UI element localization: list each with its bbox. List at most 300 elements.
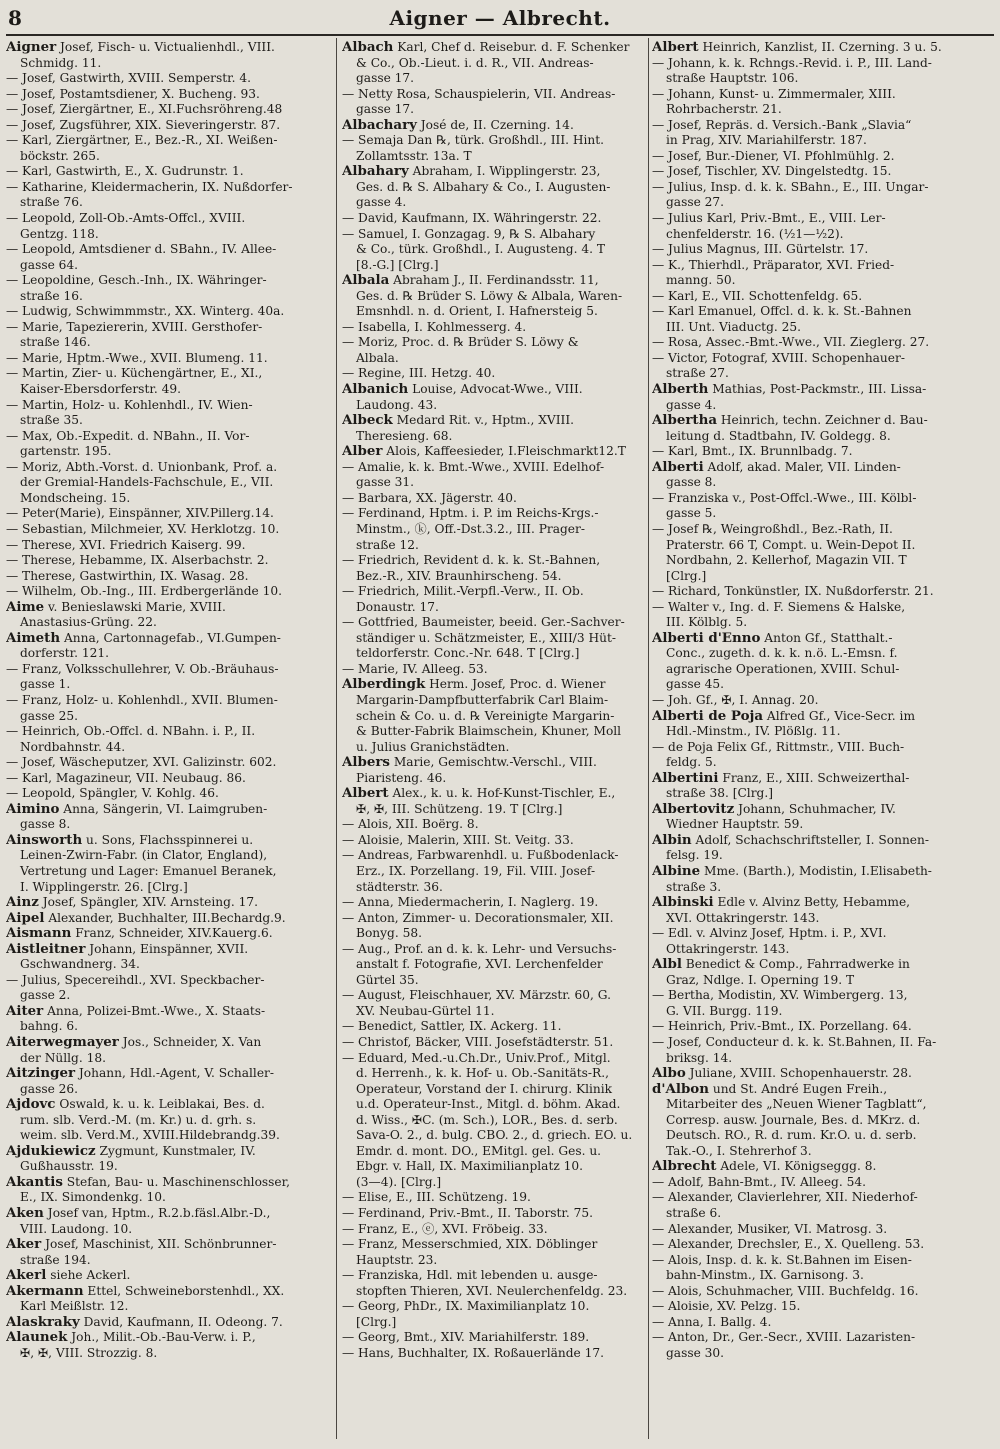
entry-text: Gußhausstr. 19.	[20, 1159, 118, 1174]
running-head: Aigner — Albrecht.	[389, 6, 611, 30]
entry-text: Karl Meißlstr. 12.	[20, 1299, 129, 1314]
entry-text: rum. slb. Verd.-M. (m. Kr.) u. d. grh. s.	[20, 1112, 257, 1127]
entry-text: gasse 5.	[666, 506, 717, 521]
entry-text: Benedict & Comp., Fahrradwerke in	[681, 957, 910, 972]
surname: Akerl	[6, 1268, 47, 1284]
entry-text: straße 12.	[356, 537, 419, 552]
entry-text: [Clrg.]	[356, 1314, 397, 1329]
entry-text: — de Poja Felix Gf., Rittmstr., VIII. Buch-	[652, 739, 905, 754]
surname: Albertha	[652, 413, 718, 429]
entry-text: — Josef, Tischler, XV. Dingelstedtg. 15.	[652, 164, 892, 179]
entry-text: XV. Neubau-Gürtel 11.	[356, 1003, 495, 1018]
surname: Aker	[6, 1237, 42, 1253]
entry-text: — Julius, Insp. d. k. k. SBahn., E., III. Ungar-	[652, 179, 929, 194]
directory-entry-heading	[652, 864, 992, 880]
directory-entry-line	[652, 475, 992, 491]
directory-entry-line	[342, 351, 645, 367]
directory-entry-heading	[6, 1175, 332, 1191]
entry-text: Operateur, Vorstand der I. chirurg. Klinik	[356, 1081, 613, 1096]
directory-entry-line	[342, 942, 645, 958]
entry-text: ständiger u. Schätzmeister, E., XIII/3 Hüt-	[356, 630, 617, 645]
directory-entry-heading	[342, 444, 645, 460]
entry-text: Hdl.-Minstm., IV. Plößlg. 11.	[666, 724, 841, 739]
entry-text: Mondscheing. 15.	[20, 490, 131, 505]
entry-text: weim. slb. Verd.M., XVIII.Hildebrandg.39.	[20, 1128, 280, 1143]
directory-entry-line	[652, 1330, 992, 1346]
entry-text: — Benedict, Sattler, IX. Ackerg. 11.	[342, 1019, 562, 1034]
entry-text: der Nüllg. 18.	[20, 1050, 106, 1065]
directory-entry-heading	[652, 1082, 992, 1098]
directory-entry-line	[342, 320, 645, 336]
entry-text: — Franz, Holz- u. Kohlenhdl., XVII. Blumen-	[6, 692, 278, 707]
directory-entry-line	[652, 351, 992, 367]
directory-entry-line	[342, 646, 645, 662]
directory-entry-line	[652, 1206, 992, 1222]
entry-text: VIII. Laudong. 10.	[20, 1221, 133, 1236]
directory-entry-line	[342, 195, 645, 211]
directory-entry-line	[342, 1253, 645, 1269]
entry-text: böckstr. 265.	[20, 148, 100, 163]
entry-text: gasse 17.	[356, 71, 415, 86]
entry-text: siehe Ackerl.	[46, 1268, 131, 1283]
entry-text: — Andreas, Farbwarenhdl. u. Fußbodenlack-	[342, 848, 619, 863]
directory-entry-line	[6, 382, 332, 398]
surname: Alberth	[652, 382, 709, 398]
page-header	[0, 6, 1000, 34]
directory-entry-line	[652, 56, 992, 72]
entry-text: Heinrich, Kanzlist, II. Czerning. 3 u. 5.	[698, 40, 942, 54]
directory-entry-line	[6, 118, 332, 134]
entry-text: Rohrbacherstr. 21.	[666, 102, 782, 117]
surname: d'Albon	[652, 1081, 709, 1097]
directory-entry-line	[652, 258, 992, 274]
directory-entry-heading	[652, 460, 992, 476]
entry-text: agrarische Operationen, XVIII. Schul-	[666, 661, 900, 676]
directory-entry-line	[6, 195, 332, 211]
surname: Albl	[652, 957, 682, 973]
directory-entry-line	[652, 786, 992, 802]
surname: Albala	[342, 273, 390, 289]
entry-text: Anton Gf., Statthalt.-	[760, 630, 893, 645]
directory-entry-line	[342, 802, 645, 818]
directory-entry-line	[652, 538, 992, 554]
directory-entry-line	[342, 1113, 645, 1129]
directory-entry-line	[652, 1190, 992, 1206]
directory-entry-line	[6, 538, 332, 554]
entry-text: Stefan, Bau- u. Maschinenschlosser,	[62, 1174, 290, 1189]
entry-text: v. Benieslawski Marie, XVIII.	[44, 599, 226, 614]
directory-entry-heading	[6, 1004, 332, 1020]
directory-entry-line	[342, 740, 645, 756]
directory-entry-line	[342, 1004, 645, 1020]
directory-entry-line	[342, 569, 645, 585]
directory-entry-line	[6, 1128, 332, 1144]
directory-entry-line	[6, 87, 332, 103]
directory-entry-line	[342, 538, 645, 554]
directory-entry-heading	[6, 1284, 332, 1300]
entry-text: — Barbara, XX. Jägerstr. 40.	[342, 490, 517, 505]
directory-entry-line	[342, 1315, 645, 1331]
entry-text: — Ferdinand, Priv.-Bmt., II. Taborstr. 75.	[342, 1206, 594, 1221]
entry-text: Piaristeng. 46.	[356, 770, 447, 785]
directory-entry-line	[342, 335, 645, 351]
directory-entry-heading	[652, 40, 992, 56]
directory-entry-line	[6, 351, 332, 367]
entry-text: Abraham, I. Wipplingerstr. 23,	[408, 164, 601, 179]
directory-entry-line	[6, 771, 332, 787]
entry-text: — Sebastian, Milchmeier, XV. Herklotzg. 10.	[6, 521, 280, 536]
column-divider	[648, 38, 649, 1439]
entry-text: gasse 27.	[666, 195, 725, 210]
directory-entry-heading	[652, 771, 992, 787]
directory-entry-line	[342, 491, 645, 507]
directory-entry-line	[652, 600, 992, 616]
directory-entry-line	[652, 398, 992, 414]
directory-entry-line	[652, 942, 992, 958]
directory-entry-line	[652, 1004, 992, 1020]
directory-entry-line	[6, 662, 332, 678]
entry-text: und St. André Eugen Freih.,	[708, 1081, 888, 1096]
entry-text: dorferstr. 121.	[20, 646, 110, 661]
entry-text: — K., Thierhdl., Präparator, XVI. Fried-	[652, 257, 895, 272]
surname: Aimino	[6, 801, 60, 817]
entry-text: — Josef, Postamtsdiener, X. Bucheng. 93.	[6, 86, 260, 101]
entry-text: Marie, Gemischtw.-Verschl., VIII.	[389, 755, 597, 770]
entry-text: Louise, Advocat-Wwe., VIII.	[408, 382, 583, 397]
entry-text: gasse 25.	[20, 708, 79, 723]
directory-entry-line	[652, 164, 992, 180]
entry-text: Bonyg. 58.	[356, 926, 422, 941]
directory-entry-line	[342, 584, 645, 600]
entry-text: — Franz, E., ⓔ, XVI. Fröbeig. 33.	[342, 1221, 548, 1236]
entry-text: Gürtel 35.	[356, 972, 419, 987]
entry-text: Mme. (Barth.), Modistin, I.Elisabeth-	[700, 863, 932, 878]
directory-entry-line	[652, 273, 992, 289]
entry-text: — Alois, XII. Boërg. 8.	[342, 817, 479, 832]
entry-text: — Walter v., Ing. d. F. Siemens & Halske,	[652, 599, 906, 614]
directory-entry-line	[6, 957, 332, 973]
entry-text: — Josef, Conducteur d. k. k. St.Bahnen, II. Fa-	[652, 1035, 937, 1049]
directory-entry-line	[652, 646, 992, 662]
directory-entry-line	[652, 118, 992, 134]
directory-entry-heading	[6, 1097, 332, 1113]
directory-entry-heading	[652, 382, 992, 398]
directory-entry-heading	[6, 942, 332, 958]
directory-entry-line	[342, 475, 645, 491]
directory-entry-line	[6, 242, 332, 258]
header-rule	[6, 34, 994, 36]
entry-text: Josef, Spängler, XIV. Arnsteing. 17.	[38, 895, 259, 910]
entry-text: — Bertha, Modistin, XV. Wimbergerg. 13,	[652, 988, 908, 1003]
surname: Albertovitz	[652, 801, 735, 817]
directory-entry-line	[342, 506, 645, 522]
directory-entry-line	[6, 693, 332, 709]
directory-entry-line	[652, 1175, 992, 1191]
entry-text: straße 146.	[20, 335, 91, 350]
entry-text: Donaustr. 17.	[356, 599, 439, 614]
surname: Albrecht	[652, 1159, 717, 1175]
entry-text: Ges. d. ℞ Brüder S. Löwy & Albala, Waren-	[356, 288, 623, 303]
directory-entry-line	[342, 398, 645, 414]
entry-text: — Moriz, Proc. d. ℞ Brüder S. Löwy &	[342, 335, 579, 350]
entry-text: G. VII. Burgg. 119.	[666, 1003, 783, 1018]
entry-text: Praterstr. 66 T, Compt. u. Wein-Depot II.	[666, 537, 916, 552]
directory-entry-heading	[6, 1035, 332, 1051]
directory-entry-heading	[6, 802, 332, 818]
directory-entry-heading	[342, 413, 645, 429]
surname: Alberti d'Enno	[652, 630, 761, 646]
entry-text: XVI. Ottakringerstr. 143.	[666, 910, 820, 925]
directory-entry-heading	[6, 1330, 332, 1346]
surname: Ainz	[6, 895, 39, 911]
entry-text: — Karl, Magazineur, VII. Neubaug. 86.	[6, 770, 246, 785]
directory-entry-line	[6, 258, 332, 274]
directory-entry-heading	[6, 1268, 332, 1284]
directory-entry-line	[6, 413, 332, 429]
directory-entry-line	[652, 569, 992, 585]
surname: Ajdovc	[6, 1097, 56, 1113]
directory-entry-line	[652, 227, 992, 243]
directory-entry-line	[652, 615, 992, 631]
entry-text: Ges. d. ℞ S. Albahary & Co., I. Augusten-	[356, 179, 611, 194]
entry-text: [8.-G.] [Clrg.]	[356, 257, 439, 272]
entry-text: Gschwandnerg. 34.	[20, 957, 140, 972]
surname: Albers	[342, 755, 390, 771]
entry-text: — Peter(Marie), Einspänner, XIV.Pillerg.14.	[6, 506, 274, 521]
directory-entry-line	[342, 709, 645, 725]
directory-entry-line	[342, 71, 645, 87]
entry-text: — Josef, Ziergärtner, E., XI.Fuchsröhreng.48	[6, 102, 283, 117]
entry-text: Emsnhdl. n. d. Orient, I. Hafnersteig 5.	[356, 304, 598, 319]
entry-text: — Karl, E., VII. Schottenfeldg. 65.	[652, 288, 863, 303]
directory-entry-line	[652, 926, 992, 942]
entry-text: Theresieng. 68.	[356, 428, 453, 443]
directory-entry-line	[652, 211, 992, 227]
surname: Akantis	[6, 1174, 63, 1190]
directory-entry-line	[342, 1051, 645, 1067]
entry-text: — Alexander, Clavierlehrer, XII. Niederhof-	[652, 1190, 918, 1205]
directory-entry-line	[6, 1051, 332, 1067]
directory-entry-line	[6, 973, 332, 989]
entry-text: straße 38. [Clrg.]	[666, 786, 773, 801]
entry-text: Tak.-O., I. Stehrerhof 3.	[666, 1143, 812, 1158]
entry-text: straße 194.	[20, 1252, 91, 1267]
entry-text: Franz, Schneider, XIV.Kauerg.6.	[71, 926, 273, 941]
entry-text: — Max, Ob.-Expedit. d. NBahn., II. Vor-	[6, 428, 250, 443]
entry-text: & Co., Ob.-Lieut. i. d. R., VII. Andreas-	[356, 55, 594, 70]
directory-entry-line	[342, 1035, 645, 1051]
directory-entry-line	[6, 444, 332, 460]
directory-entry-line	[652, 87, 992, 103]
directory-entry-line	[652, 1346, 992, 1362]
directory-entry-line	[342, 211, 645, 227]
surname: Albinski	[652, 895, 714, 911]
entry-text: — Johann, Kunst- u. Zimmermaler, XIII.	[652, 86, 896, 101]
entry-text: u.d. Operateur-Inst., Mitgl. d. böhm. Akad.	[356, 1097, 621, 1112]
directory-entry-line	[342, 771, 645, 787]
entry-text: gasse 2.	[20, 988, 71, 1003]
entry-text: Karl, Chef d. Reisebur. d. F. Schenker	[393, 40, 630, 54]
directory-entry-line	[342, 848, 645, 864]
entry-text: gasse 8.	[666, 475, 717, 490]
entry-text: Ettel, Schweineborstenhdl., XX.	[83, 1283, 285, 1298]
directory-entry-line	[652, 335, 992, 351]
directory-entry-line	[6, 102, 332, 118]
directory-entry-line	[342, 56, 645, 72]
entry-text: — Ferdinand, Hptm. i. P. im Reichs-Krgs.-	[342, 506, 599, 521]
directory-entry-line	[6, 724, 332, 740]
entry-text: gasse 45.	[666, 677, 725, 692]
entry-text: Oswald, k. u. k. Leiblakai, Bes. d.	[55, 1097, 265, 1112]
surname: Aimeth	[6, 630, 61, 646]
directory-entry-line	[6, 429, 332, 445]
entry-text: (3—4). [Clrg.]	[356, 1174, 442, 1189]
entry-text: E., IX. Simondenkg. 10.	[20, 1190, 166, 1205]
entry-text: — Franz, Volksschullehrer, V. Ob.-Bräuhaus-	[6, 661, 279, 676]
directory-entry-heading	[6, 1206, 332, 1222]
directory-entry-line	[342, 1268, 645, 1284]
entry-text: — Anton, Zimmer- u. Decorationsmaler, XII.	[342, 910, 614, 925]
directory-entry-line	[6, 864, 332, 880]
entry-text: Nordbahn, 2. Kellerhof, Magazin VII. T	[666, 553, 907, 568]
entry-text: Deutsch. RO., R. d. rum. Kr.O. u. d. serb.	[666, 1128, 917, 1143]
entry-text: straße Hauptstr. 106.	[666, 71, 799, 86]
directory-column-1	[6, 40, 332, 1439]
entry-text: Alex., k. u. k. Hof-Kunst-Tischler, E.,	[388, 786, 616, 801]
entry-text: feldg. 5.	[666, 755, 717, 770]
directory-entry-line	[342, 864, 645, 880]
directory-entry-line	[342, 1066, 645, 1082]
entry-text: gasse 4.	[356, 195, 407, 210]
directory-entry-line	[652, 429, 992, 445]
entry-text: Conc., zugeth. d. k. k. n.ö. L.-Emsn. f.	[666, 646, 898, 661]
directory-entry-line	[6, 740, 332, 756]
entry-text: — August, Fleischhauer, XV. Märzstr. 60, G.	[342, 988, 611, 1003]
entry-text: gasse 31.	[356, 475, 415, 490]
entry-text: — Friedrich, Revident d. k. k. St.-Bahnen,	[342, 553, 601, 568]
directory-entry-line	[342, 895, 645, 911]
entry-text: Ottakringerstr. 143.	[666, 941, 790, 956]
entry-text: straße 16.	[20, 288, 83, 303]
directory-entry-heading	[6, 1066, 332, 1082]
entry-text: Edle v. Alvinz Betty, Hebamme,	[713, 895, 911, 910]
entry-text: Mathias, Post-Packmstr., III. Lissa-	[708, 382, 927, 397]
entry-text: ✠, ✠, III. Schützeng. 19. T [Clrg.]	[356, 801, 563, 816]
directory-entry-line	[6, 460, 332, 476]
surname: Aistleitner	[6, 941, 86, 957]
directory-entry-line	[6, 988, 332, 1004]
entry-text: teldorferstr. Conc.-Nr. 648. T [Clrg.]	[356, 646, 580, 661]
surname: Aiter	[6, 1003, 44, 1019]
entry-text: & Co., türk. Großhdl., I. Augusteng. 4. T	[356, 242, 605, 257]
entry-text: Heinrich, techn. Zeichner d. Bau-	[717, 413, 928, 428]
directory-entry-line	[652, 1315, 992, 1331]
directory-entry-heading	[6, 911, 332, 927]
entry-text: — Aloisie, XV. Pelzg. 15.	[652, 1299, 801, 1314]
entry-text: — Martin, Holz- u. Kohlenhdl., IV. Wien-	[6, 397, 253, 412]
entry-text: straße 6.	[666, 1206, 722, 1221]
entry-text: — Wilhelm, Ob.-Ing., III. Erdbergerlände 10.	[6, 584, 282, 599]
entry-text: — Josef, Bur.-Diener, VI. Pfohlmühlg. 2.	[652, 148, 895, 163]
directory-entry-line	[652, 1222, 992, 1238]
entry-text: d. Herrenh., k. k. Hof- u. Ob.-Sanitäts-R.,	[356, 1066, 609, 1081]
entry-text: — Josef ℞, Weingroßhdl., Bez.-Rath, II.	[652, 521, 893, 536]
directory-entry-line	[652, 1299, 992, 1315]
directory-entry-line	[342, 911, 645, 927]
entry-text: gartenstr. 195.	[20, 444, 112, 459]
directory-entry-line	[652, 724, 992, 740]
directory-entry-line	[652, 1113, 992, 1129]
entry-text: Graz, Ndlge. I. Operning 19. T	[666, 972, 855, 987]
directory-entry-line	[342, 988, 645, 1004]
directory-entry-line	[342, 149, 645, 165]
directory-entry-line	[342, 1082, 645, 1098]
directory-entry-line	[342, 631, 645, 647]
directory-entry-line	[6, 1346, 332, 1362]
entry-text: — Anton, Dr., Ger.-Secr., XVIII. Lazaristen-	[652, 1330, 916, 1345]
directory-entry-line	[6, 569, 332, 585]
directory-entry-line	[652, 444, 992, 460]
entry-text: — Franziska v., Post-Offcl.-Wwe., III. Kölbl-	[652, 490, 917, 505]
column-divider	[336, 38, 337, 1439]
entry-text: — Alois, Insp. d. k. k. St.Bahnen im Eisen-	[652, 1252, 912, 1267]
directory-entry-heading	[342, 40, 645, 56]
entry-text: städterstr. 36.	[356, 879, 443, 894]
directory-entry-heading	[6, 600, 332, 616]
entry-text: — Richard, Tonkünstler, IX. Nußdorferstr. 21.	[652, 584, 934, 599]
entry-text: — Therese, Hebamme, IX. Alserbachstr. 2.	[6, 553, 269, 568]
directory-entry-line	[652, 1237, 992, 1253]
directory-entry-heading	[652, 1066, 992, 1082]
directory-entry-heading	[342, 755, 645, 771]
entry-text: Anna, Polizei-Bmt.-Wwe., X. Staats-	[43, 1003, 266, 1018]
surname: Aime	[6, 599, 45, 615]
entry-text: — David, Kaufmann, IX. Währingerstr. 22.	[342, 211, 602, 226]
directory-entry-line	[342, 724, 645, 740]
directory-entry-line	[342, 1175, 645, 1191]
surname: Aitzinger	[6, 1066, 76, 1082]
directory-entry-line	[6, 848, 332, 864]
directory-entry-line	[342, 662, 645, 678]
entry-text: Sava-O. 2., d. bulg. CBO. 2., d. griech. EO. u.	[356, 1128, 633, 1143]
entry-text: Abraham J., II. Ferdinandsstr. 11,	[389, 273, 599, 288]
directory-entry-heading	[6, 895, 332, 911]
entry-text: — Georg, PhDr., IX. Maximilianplatz 10.	[342, 1299, 590, 1314]
entry-text: gasse 26.	[20, 1081, 79, 1096]
directory-entry-line	[652, 102, 992, 118]
entry-text: — Franziska, Hdl. mit lebenden u. ausge-	[342, 1268, 598, 1283]
directory-entry-line	[342, 553, 645, 569]
entry-text: felsg. 19.	[666, 848, 723, 863]
directory-entry-line	[6, 1299, 332, 1315]
entry-text: — Josef, Wäscheputzer, XVI. Galizinstr. 602.	[6, 755, 277, 770]
entry-text: ✠, ✠, VIII. Strozzig. 8.	[20, 1345, 158, 1360]
entry-text: — Marie, Tapeziererin, XVIII. Gersthofer-	[6, 319, 263, 334]
entry-text: u. Julius Granichstädten.	[356, 739, 510, 754]
directory-entry-line	[6, 304, 332, 320]
entry-text: — Anna, Miedermacherin, I. Naglerg. 19.	[342, 895, 599, 910]
directory-entry-line	[342, 1206, 645, 1222]
entry-text: Josef, Fisch- u. Victualienhdl., VIII.	[56, 40, 275, 54]
surname: Aipel	[6, 910, 45, 926]
directory-entry-line	[342, 258, 645, 274]
entry-text: — Eduard, Med.-u.Ch.Dr., Univ.Prof., Mitgl.	[342, 1050, 611, 1065]
directory-entry-heading	[342, 273, 645, 289]
directory-entry-line	[652, 506, 992, 522]
entry-text: Anna, Cartonnagefab., VI.Gumpen-	[60, 630, 281, 645]
directory-entry-heading	[6, 926, 332, 942]
directory-entry-line	[652, 304, 992, 320]
